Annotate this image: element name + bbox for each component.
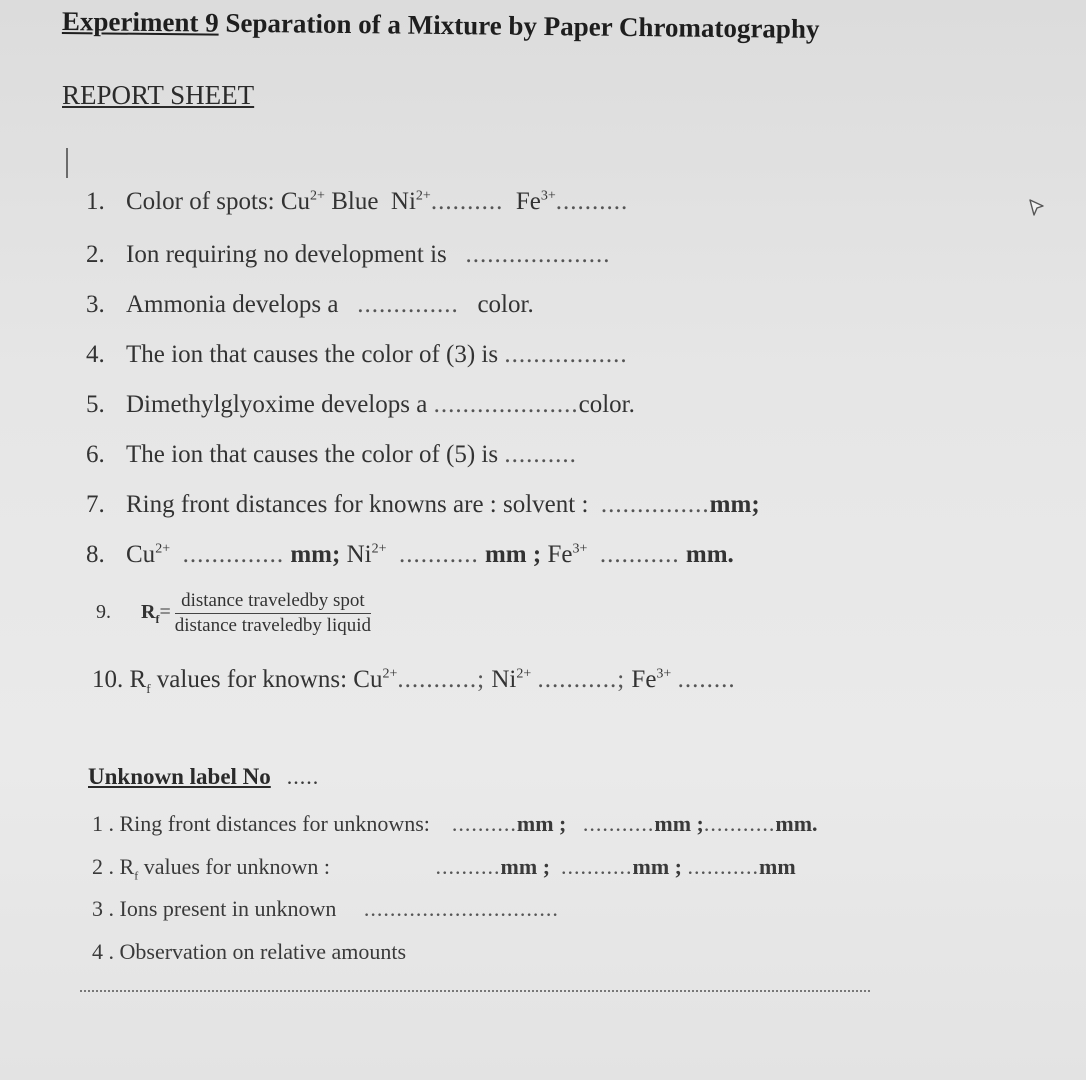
q1-fe: Fe: [515, 188, 541, 215]
unknown-item-2: [92, 854, 796, 883]
u3-blank[interactable]: ..............................: [363, 896, 559, 921]
q4-blank[interactable]: .................: [504, 341, 628, 368]
unknown-item-3: [92, 896, 559, 922]
rf-fraction: [175, 590, 371, 637]
unknown-item-4: [92, 939, 406, 965]
u2-blank-2[interactable]: ...........: [561, 854, 633, 879]
u4-number: 4 .: [92, 939, 114, 964]
q10-cu-charge: 2+: [382, 666, 398, 682]
u2-blank-1[interactable]: ..........: [435, 854, 501, 879]
question-4: [86, 341, 628, 369]
question-2: [86, 241, 611, 269]
u1-blank-3[interactable]: ...........: [703, 811, 776, 836]
q10-text: values for knowns: Cu: [156, 666, 383, 693]
q7-number: 7.: [86, 491, 105, 518]
q5-tail: color.: [578, 391, 635, 418]
q10-fe: Fe: [631, 666, 657, 693]
unknown-label-row: [88, 764, 319, 790]
q1-ni: Ni: [390, 188, 416, 215]
q8-ni-blank[interactable]: ...........: [398, 541, 479, 568]
q3-number: 3.: [86, 291, 105, 318]
question-8: [86, 541, 734, 569]
question-3: [86, 291, 534, 319]
experiment-subtitle: Separation of a Mixture by Paper Chromatography: [225, 7, 820, 44]
q1-cu-color: Blue: [331, 188, 379, 215]
u1-mm-1: mm ;: [516, 811, 567, 836]
q6-blank[interactable]: ..........: [504, 441, 577, 468]
q10-fe-charge: 3+: [656, 666, 672, 682]
u2-text: values for unknown :: [143, 854, 331, 879]
q8-cu-charge: 2+: [155, 541, 171, 557]
u3-text: Ions present in unknown: [119, 896, 337, 921]
q6-text: The ion that causes the color of (5) is: [126, 441, 499, 468]
q8-cu-blank[interactable]: ..............: [182, 541, 285, 568]
q2-text: Ion requiring no development is: [126, 241, 447, 268]
q8-fe: Fe: [547, 541, 573, 568]
unknown-label-heading: Unknown label No: [88, 764, 271, 789]
question-10: [92, 666, 736, 697]
u2-rf: R: [119, 854, 135, 879]
q7-blank[interactable]: ...............: [600, 491, 710, 518]
q10-fe-blank[interactable]: ........: [677, 666, 736, 693]
u3-number: 3 .: [92, 896, 114, 921]
rf-symbol: $R_f$: [141, 601, 160, 627]
q10-ni-charge: 2+: [516, 666, 532, 682]
q8-fe-blank[interactable]: ...........: [599, 541, 680, 568]
q8-ni-charge: 2+: [371, 541, 387, 557]
rf-equals: =: [159, 601, 171, 624]
rf-denominator: distance traveledby liquid: [174, 615, 372, 636]
q5-number: 5.: [86, 391, 105, 418]
q10-number: 10.: [92, 666, 124, 693]
q1-number: 1.: [86, 188, 105, 215]
u2-mm-1: mm ;: [500, 854, 551, 879]
q7-tail: mm;: [709, 491, 760, 518]
u4-text: Observation on relative amounts: [119, 939, 407, 964]
u2-mm-3: mm: [759, 854, 796, 879]
q3-tail: color.: [477, 291, 534, 318]
u1-mm-2: mm ;: [654, 811, 704, 836]
q4-number: 4.: [86, 341, 105, 368]
q1-cu-charge: 2+: [310, 188, 325, 204]
u1-number: 1 .: [92, 811, 114, 836]
u1-blank-2[interactable]: ...........: [582, 811, 655, 836]
q10-rf: R: [129, 666, 147, 693]
unknown-item-1: [92, 811, 818, 837]
u2-number: 2 .: [92, 854, 114, 879]
question-5: [86, 391, 635, 419]
q8-mm1: mm;: [290, 541, 341, 568]
q3-text: Ammonia develops a: [126, 291, 339, 318]
q8-mm2: mm ;: [484, 541, 542, 568]
q10-cu-blank[interactable]: ...........;: [397, 666, 486, 693]
q1-ni-blank[interactable]: ..........: [430, 188, 504, 215]
q2-number: 2.: [86, 241, 105, 268]
u1-mm-3: mm.: [775, 811, 818, 836]
u2-rf-sub: f: [134, 868, 139, 883]
q9-number: 9.: [96, 601, 111, 624]
q10-ni-blank[interactable]: ...........;: [537, 666, 626, 693]
unknown-label-blank[interactable]: .....: [286, 764, 320, 789]
q8-number: 8.: [86, 541, 105, 568]
q8-ni: Ni: [346, 541, 372, 568]
q5-text: Dimethylglyoxime develops a: [126, 391, 428, 418]
q3-blank[interactable]: ..............: [357, 291, 459, 318]
page-title: [62, 6, 820, 45]
question-7: [86, 491, 760, 519]
q1-ni-charge: 2+: [415, 188, 431, 204]
q2-blank[interactable]: ....................: [465, 241, 611, 268]
q10-rf-sub: f: [146, 681, 151, 696]
u2-blank-3[interactable]: ...........: [687, 854, 760, 879]
q6-number: 6.: [86, 441, 105, 468]
u1-text: Ring front distances for unknowns:: [119, 811, 430, 836]
observation-answer-line[interactable]: [80, 990, 870, 992]
experiment-number: Experiment 9: [61, 6, 219, 38]
q4-text: The ion that causes the color of (3) is: [126, 341, 499, 368]
question-6: [86, 441, 577, 469]
q1-fe-blank[interactable]: ..........: [555, 188, 629, 215]
rf-numerator: distance traveledby spot: [175, 590, 371, 614]
u1-blank-1[interactable]: ..........: [451, 811, 517, 836]
report-sheet-heading: REPORT SHEET: [62, 80, 255, 110]
q8-cu: Cu: [126, 541, 156, 568]
q10-ni: Ni: [491, 666, 517, 693]
q8-fe-charge: 3+: [572, 541, 588, 557]
question-9: [96, 590, 371, 637]
mouse-cursor-icon: [1028, 198, 1046, 223]
q7-text: Ring front distances for knowns are : solvent :: [126, 491, 589, 518]
u2-mm-2: mm ;: [632, 854, 683, 879]
q5-blank[interactable]: ....................: [433, 391, 579, 418]
q1-text: Color of spots: Cu: [126, 188, 311, 215]
q8-mm3: mm.: [685, 541, 734, 568]
text-cursor: [66, 148, 68, 178]
q1-fe-charge: 3+: [540, 188, 556, 204]
question-1: [86, 188, 628, 216]
